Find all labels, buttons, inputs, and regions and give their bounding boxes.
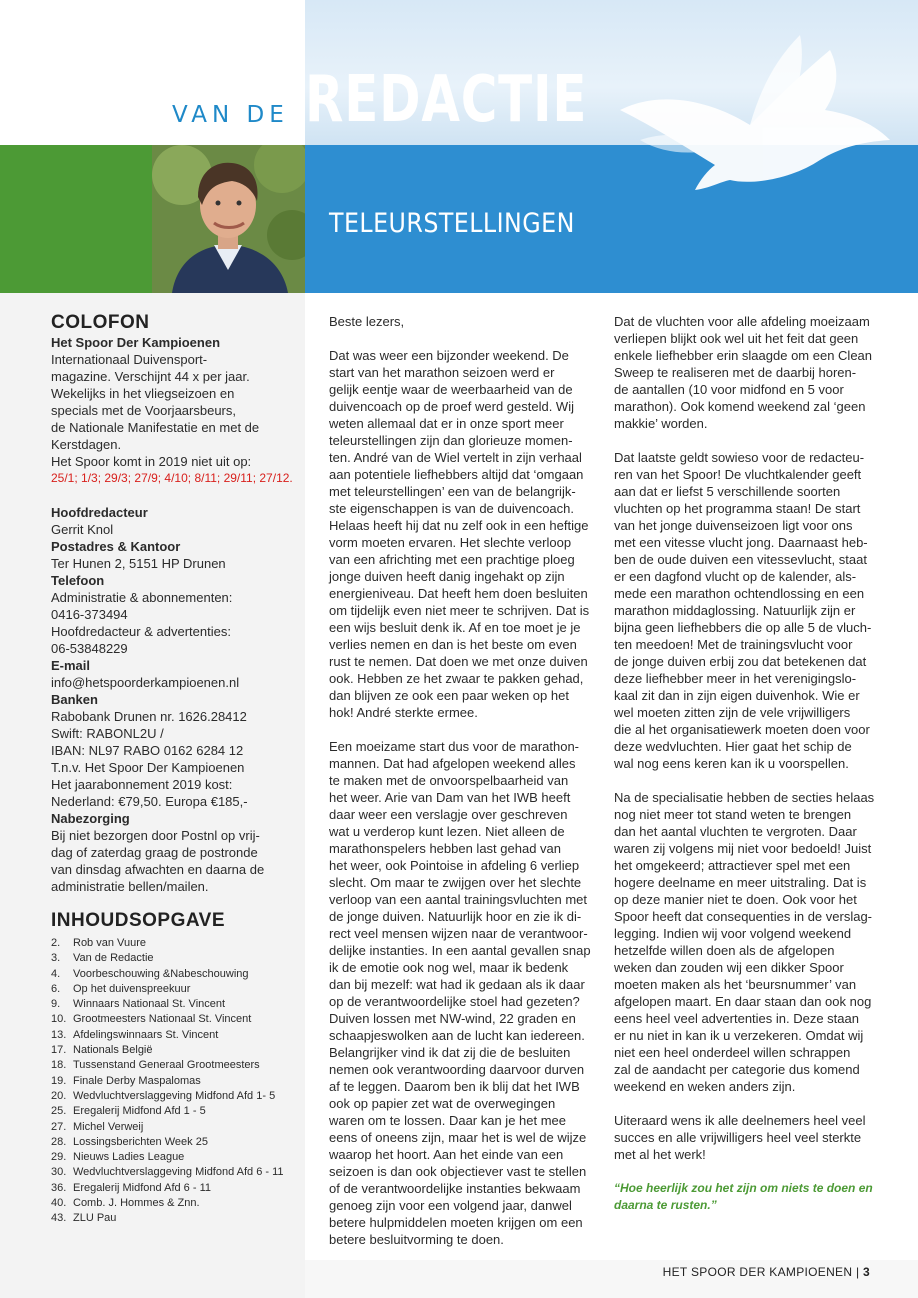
article-line: er nu niet in kan ik u verzekeren. Omdat wij (614, 1028, 864, 1043)
bank-label: Banken (51, 692, 98, 707)
article-paragraph (614, 449, 886, 772)
colofon-heading: COLOFON (51, 312, 150, 333)
article-line: op deze manier niet te doen. Ook voor het (614, 892, 857, 907)
article-paragraph (614, 313, 886, 432)
article-line: teleurstellingen zijn dan glorieuze momen- (329, 433, 573, 448)
contents-item-title: Eregalerij Midfond Afd 1 - 5 (73, 1105, 206, 1118)
article-paragraph (614, 1112, 886, 1163)
article-title: TELEURSTELLINGEN (329, 208, 575, 239)
contents-item (51, 1058, 301, 1073)
bank-line: Rabobank Drunen nr. 1626.28412 (51, 709, 247, 724)
article-line: af te leggen. Daarom ben ik blij dat het IWB (329, 1079, 580, 1094)
editor-name: Gerrit Knol (51, 522, 114, 537)
article-line: Belangrijker vind ik dat zij die de besluiten (329, 1045, 571, 1060)
contents-item-page: 29. (51, 1151, 67, 1164)
article-line: het weer. Arie van Dam van het IWB heeft (329, 790, 571, 805)
article-line: seizoen is dan ook objectiever vast te stellen (329, 1164, 587, 1179)
contents-item-title: Michel Verweij (73, 1120, 144, 1133)
article-line: te maken met de onvoorspelbaarheid van (329, 773, 569, 788)
aftercare-label: Nabezorging (51, 811, 130, 826)
article-line: waren zij volgens mij niet voor bedoeld! Juist (614, 841, 872, 856)
bank-line: Nederland: €79,50. Europa €185,- (51, 794, 248, 809)
contents-item (51, 1074, 301, 1089)
contents-item (51, 1196, 301, 1211)
contents-item-title: Eregalerij Midfond Afd 6 - 11 (73, 1181, 211, 1194)
aftercare-line: dag of zaterdag graag de postronde (51, 845, 258, 860)
contents-item-page: 9. (51, 998, 61, 1011)
contents-item-title: Wedvluchtverslaggeving Midfond Afd 1- 5 (73, 1089, 276, 1102)
colofon-section (51, 312, 301, 895)
contents-item (51, 982, 301, 997)
article-column-2 (614, 313, 886, 1214)
article-line: niet een heel onderdeel willen schrappen (614, 1045, 851, 1060)
contents-item-title: Grootmeesters Nationaal St. Vincent (73, 1013, 252, 1026)
contents-item-page: 2. (51, 937, 61, 949)
article-line: hok! André sterkte ermee. (329, 705, 478, 720)
contents-item (51, 1150, 301, 1165)
contents-item-title: Finale Derby Maspalomas (73, 1074, 201, 1087)
article-line: makkie’ worden. (614, 416, 708, 431)
article-line: waarop het hoort. Aan het einde van een (329, 1147, 564, 1162)
dove-illustration (600, 30, 900, 190)
article-paragraph (329, 738, 601, 1248)
article-line: verloop van een aantal trainingsvluchten met (329, 892, 587, 907)
article-line: op de verantwoordelijke stoel had gezeten? (329, 994, 580, 1009)
article-paragraph (614, 789, 886, 1095)
article-line: schaapjeswolken aan de lucht kan iedereen. (329, 1028, 585, 1043)
description-line: de Nationale Manifestatie en met de (51, 420, 260, 435)
article-line: moeten maken als het ‘beursnummer’ van (614, 977, 857, 992)
article-line: waren om te lossen. Daar kan je het mee (329, 1113, 567, 1128)
article-line: duivencoach op de proef werd gesteld. Wij (329, 399, 574, 414)
article-line: deze liefhebber meer in het verenigingslo- (614, 671, 857, 686)
article-line: legging. Indien wij voor volgend weekend (614, 926, 852, 941)
article-line: om tijdelijk even niet meer te schrijven. Dat is (329, 603, 590, 618)
article-line: Beste lezers, (329, 314, 405, 329)
address: Ter Hunen 2, 5151 HP Drunen (51, 556, 226, 571)
article-line: de aantallen (10 voor midfond en 5 voor (614, 382, 844, 397)
contents-item-page: 19. (51, 1074, 67, 1087)
article-line: succes en alle vrijwilligers heel veel sterkte (614, 1130, 862, 1145)
contents-item-title: Winnaars Nationaal St. Vincent (73, 998, 226, 1011)
phone-line: Administratie & abonnementen: (51, 590, 233, 605)
phone-line: 0416-373494 (51, 607, 128, 622)
contents-item (51, 997, 301, 1012)
article-line: slecht. Om maar te zwijgen over het slechte (329, 875, 582, 890)
article-line: jonge duiven heeft danig ingehakt op zijn (329, 569, 565, 584)
contents-item-page: 10. (51, 1013, 67, 1026)
article-line: genoeg zijn voor een volgend jaar, danwel (329, 1198, 572, 1213)
article-line: van een africhting met een prachtige ploeg (329, 552, 575, 567)
contents-item (51, 1089, 301, 1104)
contents-item-page: 25. (51, 1105, 67, 1118)
article-line: ben de oude duiven een vitessevlucht, staat (614, 552, 867, 567)
contents-item-page: 27. (51, 1120, 67, 1133)
contents-item (51, 1120, 301, 1135)
description-line: Het Spoor komt in 2019 niet uit op: (51, 454, 252, 469)
contents-item-title: Afdelingswinnaars St. Vincent (73, 1028, 219, 1041)
contents-item-title: ZLU Pau (73, 1212, 117, 1225)
article-line: hogere deelname en meer uitstraling. Dat is (614, 875, 867, 890)
quote-line: “Hoe heerlijk zou het zijn om niets te doen en (614, 1181, 873, 1195)
article-line: met al het werk! (614, 1147, 706, 1162)
article-line: marathonspelers hebben last gehad van (329, 841, 561, 856)
email-address: info@hetspoorderkampioenen.nl (51, 675, 240, 690)
article-line: Dat de vluchten voor alle afdeling moeizaam (614, 314, 870, 329)
article-line: hetzelfde willen doen als de afgelopen (614, 943, 835, 958)
contents-item-title: Voorbeschouwing &Nabeschouwing (73, 967, 249, 980)
article-line: mede een marathon ochtendlossing en een (614, 586, 865, 601)
article-line: er een dagfond vlucht op de kalender, als- (614, 569, 857, 584)
contents-item (51, 951, 301, 966)
article-line: zal de aandacht per categorie dus komend (614, 1062, 860, 1077)
contents-item-title: Tussenstand Generaal Grootmeesters (73, 1059, 260, 1072)
article-line: weten allemaal dat er in onze sport meer (329, 416, 564, 431)
description-line: Wekelijks in het vliegseizoen en (51, 386, 235, 401)
contents-item (51, 936, 301, 951)
colofon-description (51, 351, 301, 470)
footer-magazine-name: HET SPOOR DER KAMPIOENEN | (662, 1265, 860, 1279)
phone-label: Telefoon (51, 573, 105, 588)
article-line: wat u verderop kunt lezen. Niet alleen de (329, 824, 565, 839)
contents-section (51, 910, 301, 1227)
article-line: betere besluitvorming te doen. (329, 1232, 504, 1247)
article-line: dan blijven ze ook een paar weken op het (329, 688, 569, 703)
skip-dates: 25/1; 1/3; 29/3; 27/9; 4/10; 8/11; 29/11; 27/12. (51, 471, 293, 485)
article-line: Uiteraard wens ik alle deelnemers heel veel (614, 1113, 866, 1128)
article-line: vorm moeten ervaren. Het slechte verloop (329, 535, 572, 550)
article-line: weken dan zouden wij een dikker Spoor (614, 960, 844, 975)
article-line: start van het marathon seizoen werd er (329, 365, 555, 380)
article-line: bijna geen liefhebbers die op alle 5 de vluch- (614, 620, 872, 635)
bank-line: Het jaarabonnement 2019 kost: (51, 777, 233, 792)
header-title: REDACTIE (305, 63, 588, 137)
article-line: aan dat er liefst 5 verschillende soorten (614, 484, 841, 499)
article-line: rect veel mensen wijzen naar de verantwoor- (329, 926, 588, 941)
header-green-block (0, 145, 152, 293)
article-line: mannen. Dat had afgelopen weekend alles (329, 756, 576, 771)
contents-item-title: Nieuws Ladies League (73, 1151, 185, 1164)
article-line: rust te nemen. Dat doen we met onze duiven (329, 654, 588, 669)
article-line: ten. André van de Wiel vertelt in zijn verhaal (329, 450, 582, 465)
article-line: Sweep te realiseren met de daarbij horen- (614, 365, 857, 380)
article-line: Duiven lossen met NW-wind, 22 graden en (329, 1011, 576, 1026)
article-line: enkele liefhebber erin slaagde om een Clean (614, 348, 873, 363)
article-line: afgelopen maart. En daar staan dan ook nog (614, 994, 872, 1009)
address-label: Postadres & Kantoor (51, 539, 181, 554)
contents-item-page: 28. (51, 1135, 67, 1148)
contents-item-title: Lossingsberichten Week 25 (73, 1135, 208, 1148)
publisher-name: Het Spoor Der Kampioenen (51, 335, 221, 350)
article-line: ste eigenschappen is van de duivencoach. (329, 501, 575, 516)
phone-line: 06-53848229 (51, 641, 128, 656)
article-line: wal nog eens keren kan ik u voorspellen. (614, 756, 849, 771)
article-line: met teleurstellingen’ een van de belangrijk- (329, 484, 576, 499)
description-line: magazine. Verschijnt 44 x per jaar. (51, 369, 250, 384)
contents-item (51, 1012, 301, 1027)
article-line: Dat laatste geldt sowieso voor de redacteu- (614, 450, 865, 465)
quote-line: daarna te rusten.” (614, 1198, 717, 1212)
article-line: gelijk eentje waar de weerbaarheid van de (329, 382, 573, 397)
page-number: 3 (863, 1265, 870, 1279)
article-column-1 (329, 313, 601, 1265)
contents-item-page: 20. (51, 1089, 67, 1102)
contents-item-page: 4. (51, 967, 61, 980)
phone-line: Hoofdredacteur & advertenties: (51, 624, 231, 639)
article-line: kaal zit dan in zijn eigen duivenhok. Wie er (614, 688, 860, 703)
article-line: van het jonge duivenseizoen ligt voor ons (614, 518, 853, 533)
article-line: verlies nemen en dan is het beste om even (329, 637, 577, 652)
contents-item-page: 43. (51, 1212, 67, 1225)
contents-item-page: 17. (51, 1044, 67, 1057)
bank-line: Swift: RABONL2U / (51, 726, 164, 741)
contents-heading: INHOUDSOPGAVE (51, 910, 226, 931)
header-kicker: VAN DE (172, 102, 289, 128)
description-line: Internationaal Duivensport- (51, 352, 208, 367)
article-line: wel moeten zitten zijn de vele vrijwilligers (614, 705, 851, 720)
editor-label: Hoofdredacteur (51, 505, 148, 520)
article-line: marathon). Ook komend weekend zal ‘geen (614, 399, 866, 414)
article-line: verliepen blijkt ook wel uit het feit dat geen (614, 331, 859, 346)
contents-item-page: 30. (51, 1166, 67, 1179)
article-line: ook op papier zet wat de overwegingen (329, 1096, 556, 1111)
bank-line: IBAN: NL97 RABO 0162 6284 12 (51, 743, 244, 758)
article-line: het weer, ook Pointoise in afdeling 6 verliep (329, 858, 580, 873)
article-line: Helaas heeft hij dat nu zelf ook in een heftige (329, 518, 589, 533)
contents-item (51, 967, 301, 982)
contents-item (51, 1104, 301, 1119)
contents-item (51, 1181, 301, 1196)
article-paragraph (329, 313, 601, 330)
article-line: het omgekeerd; attractiever spel met een (614, 858, 851, 873)
contents-item-title: Comb. J. Hommes & Znn. (73, 1197, 200, 1210)
article-paragraph (329, 347, 601, 721)
contents-item-title: Wedvluchtverslaggeving Midfond Afd 6 - 11 (73, 1166, 284, 1179)
description-line: specials met de Voorjaarsbeurs, (51, 403, 236, 418)
article-line: weekend en weken anders zijn. (614, 1079, 796, 1094)
contents-item-page: 36. (51, 1181, 67, 1194)
contents-item-title: Op het duivenspreekuur (73, 982, 191, 995)
aftercare-line: Bij niet bezorgen door Postnl op vrij- (51, 828, 260, 843)
contents-item (51, 1211, 301, 1226)
article-line: met een vitesse vlucht jong. Daarnaast heb- (614, 535, 868, 550)
article-line: Na de specialisatie hebben de secties helaas (614, 790, 875, 805)
contents-item (51, 1165, 301, 1180)
article-line: de jonge duiven. Natuurlijk hoor en zie ik di- (329, 909, 582, 924)
article-line: Een moeizame start dus voor de marathon- (329, 739, 580, 754)
article-line: betere hulpmiddelen moeten krijgen om een (329, 1215, 583, 1230)
article-line: aan potentiele liefhebbers altijd dat ‘omgaan (329, 467, 584, 482)
contents-item-page: 18. (51, 1059, 67, 1072)
article-line: Dat was weer een bijzonder weekend. De (329, 348, 569, 363)
article-line: de jonge duiven erbij zou dat betekenen dat (614, 654, 867, 669)
article-line: energieniveau. Dat heeft hem doen besluiten (329, 586, 588, 601)
contents-item-page: 3. (51, 952, 61, 965)
aftercare-line: van dinsdag afwachten en daarna de (51, 862, 265, 877)
article-line: ten meedoen! Met de trainingsvlucht voor (614, 637, 853, 652)
article-line: daar weer een verslagje over geschreven (329, 807, 568, 822)
page-footer (663, 1265, 870, 1279)
contents-item (51, 1135, 301, 1150)
aftercare-line: administratie bellen/mailen. (51, 879, 209, 894)
email-label: E-mail (51, 658, 91, 673)
closing-quote (614, 1180, 886, 1214)
article-line: delijke instanties. In een aantal gevallen snap (329, 943, 591, 958)
contents-item (51, 1028, 301, 1043)
description-line: Kerstdagen. (51, 437, 122, 452)
article-line: of de verantwoordelijke instanties bekwaam (329, 1181, 581, 1196)
article-line: ren van het Spoor! De vluchtkalender geeft (614, 467, 862, 482)
article-line: deze wedvluchten. Hier gaat het schip de (614, 739, 852, 754)
article-line: Spoor heeft dat consequenties in de verslag- (614, 909, 873, 924)
article-line: eens heel veel advertenties in. Deze staan (614, 1011, 859, 1026)
article-line: marathon middaglossing. Natuurlijk zijn er (614, 603, 856, 618)
article-line: dan het aantal vluchten te vergroten. Daar (614, 824, 857, 839)
contents-item-title: Rob van Vuure (73, 937, 146, 949)
article-line: nemen ook verantwoording daarvoor durven (329, 1062, 585, 1077)
article-line: nog niet meer tot stand weten te brengen (614, 807, 852, 822)
article-line: vluchten op het programma staan! De start (614, 501, 861, 516)
contents-item-page: 40. (51, 1197, 67, 1210)
article-line: een wijs besluit denk ik. Af en toe moet je je (329, 620, 581, 635)
article-line: die al het organisatiewerk moeten doen voor (614, 722, 870, 737)
contents-item-page: 6. (51, 982, 61, 995)
contents-list (51, 936, 301, 1227)
contents-item (51, 1043, 301, 1058)
bank-line: T.n.v. Het Spoor Der Kampioenen (51, 760, 245, 775)
article-line: dan bij mezelf: wat had ik gedaan als ik daar (329, 977, 585, 992)
contents-item-page: 13. (51, 1028, 67, 1041)
article-line: ik de emotie ook nog wel, maar ik bedenk (329, 960, 569, 975)
contents-item-title: Van de Redactie (73, 952, 154, 965)
contents-item-title: Nationals België (73, 1044, 153, 1057)
article-line: eens of oneens zijn, maar het is wel de wijze (329, 1130, 587, 1145)
editor-portrait (152, 145, 305, 293)
article-line: ook. Hebben ze het zwaar te pakken gehad, (329, 671, 584, 686)
